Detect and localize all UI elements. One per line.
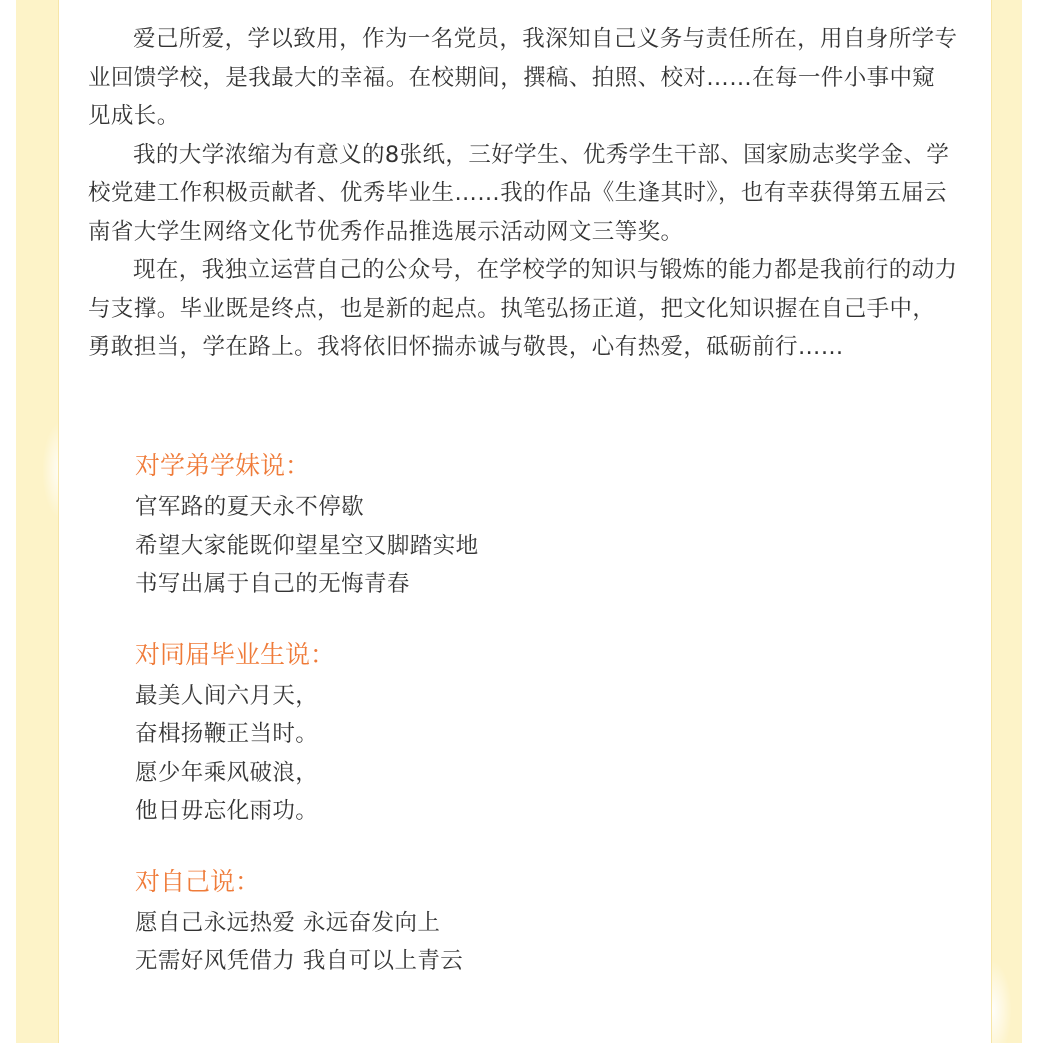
message-line: 最美人间六月天， (135, 682, 319, 709)
message-line: 愿自己永远热爱 永远奋发向上 (135, 909, 441, 936)
message-to-classmates (135, 637, 935, 831)
message-sections (135, 448, 935, 1014)
message-line: 希望大家能既仰望星空又脚踏实地 (135, 532, 479, 559)
message-line: 无需好风凭借力 我自可以上青云 (135, 948, 464, 974)
section-title: 对同届毕业生说： (135, 639, 336, 669)
article-paragraph: 我的大学浓缩为有意义的8张纸，三好学生、优秀学生干部、国家励志奖学金、学校党建工作积极贡献者、优秀毕业生……我的作品《生逢其时》，也有幸获得第五届云南省大学生网络文化节优秀作品推选展示活动网文三等奖。 (88, 141, 950, 245)
message-line: 书写出属于自己的无悔青春 (135, 571, 410, 597)
message-line: 他日毋忘化雨功。 (135, 798, 319, 824)
article-body (88, 20, 958, 367)
message-line: 奋楫扬鞭正当时。 (135, 721, 319, 747)
section-title: 对学弟学妹说： (135, 451, 311, 480)
section-title: 对自己说： (135, 866, 261, 896)
message-to-juniors (135, 448, 935, 604)
message-line: 愿少年乘风破浪， (135, 759, 319, 786)
article-paragraph: 现在，我独立运营自己的公众号，在学校学的知识与锻炼的能力都是我前行的动力与支撑。毕业既是终点，也是新的起点。执笔弘扬正道，把文化知识握在自己手中，勇敢担当，学在路上。我将依旧怀揣赤诚与敬畏，心有热爱，砥砺前行…… (88, 257, 958, 360)
article-paragraph: 爱己所爱，学以致用，作为一名党员，我深知自己义务与责任所在，用自身所学专业回馈学校，是我最大的幸福。在校期间，撰稿、拍照、校对……在每一件小事中窥见成长。 (88, 26, 958, 129)
message-to-self (135, 864, 935, 981)
message-line: 官军路的夏天永不停歇 (135, 494, 365, 520)
